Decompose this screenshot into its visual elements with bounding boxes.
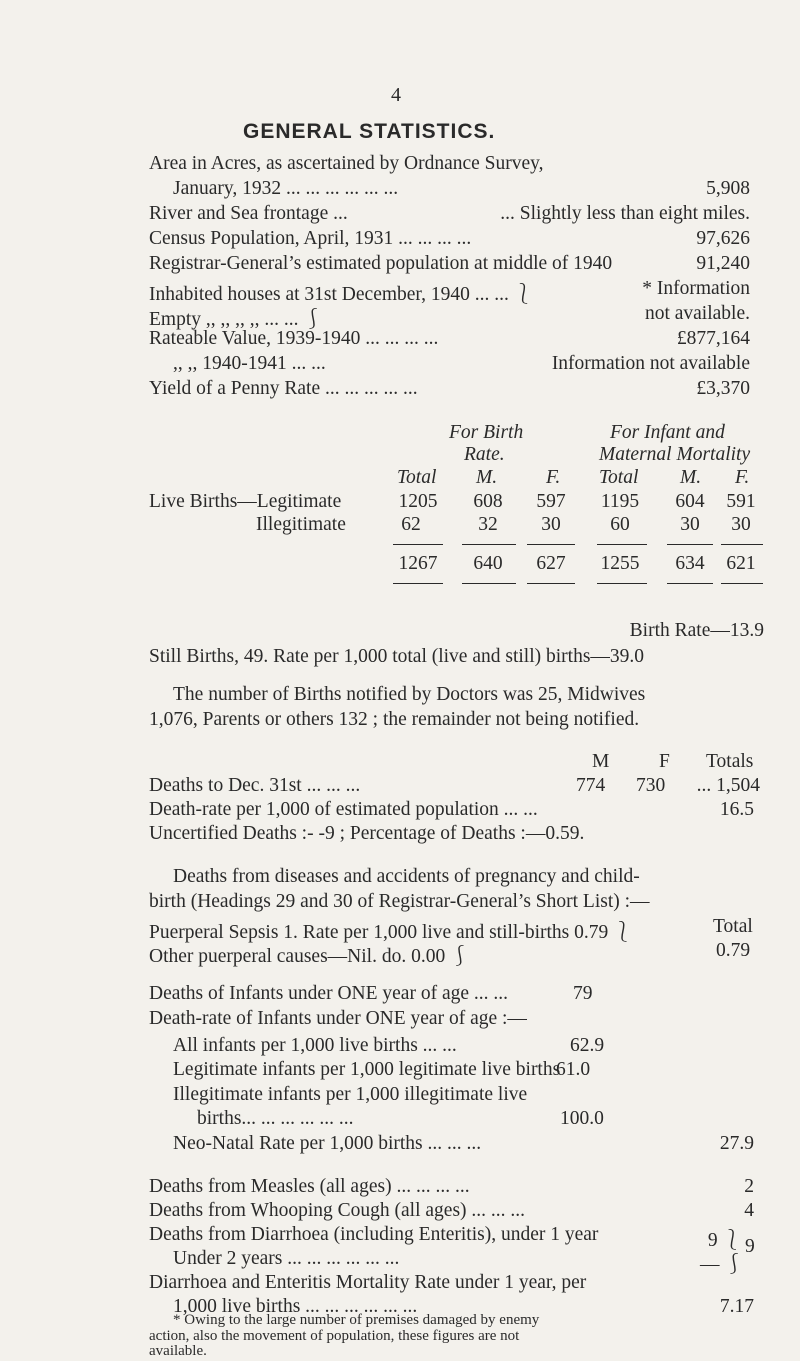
- mortality-value: 7.17: [719, 1296, 754, 1317]
- col-m: M.: [476, 467, 498, 488]
- census-label: Census Population, April, 1931 ... ... ... ...: [149, 228, 472, 249]
- diarrhoea-label: Deaths from Diarrhoea (including Enteritis), under 1 year: [149, 1224, 599, 1245]
- table-cell: 1195: [600, 491, 640, 512]
- deaths-dec-total: ... 1,504: [696, 775, 760, 796]
- area-value: 5,908: [706, 178, 750, 199]
- rule: [462, 544, 516, 545]
- rule: [667, 544, 713, 545]
- death-rate-value: 16.5: [719, 799, 754, 820]
- birth-rate-heading-1: For Birth: [449, 422, 524, 443]
- deaths-dec-f: 730: [636, 775, 666, 796]
- rateable2-value: Information not available: [551, 353, 750, 374]
- infant-deaths-value: 79: [573, 983, 593, 1004]
- death-rate-label: Death-rate per 1,000 of estimated population ... ...: [149, 799, 538, 820]
- illegitimate-infants-value: 100.0: [560, 1108, 604, 1129]
- footnote-line-3: available.: [149, 1343, 207, 1359]
- page-number: 4: [391, 84, 401, 106]
- rateable2-label: ,, ,, 1940-1941 ... ...: [173, 353, 326, 374]
- illegitimate-infants-label-2: births... ... ... ... ... ...: [197, 1108, 354, 1129]
- rule: [393, 544, 443, 545]
- col-f: F.: [546, 467, 561, 488]
- penny-value: £3,370: [696, 378, 750, 399]
- empty-label: Empty ,, ,, ,, ,, ... ... ⎰: [149, 309, 323, 330]
- registrar-label: Registrar-General’s estimated population at middle of 1940: [149, 253, 613, 274]
- table-cell: 30: [731, 514, 751, 535]
- uncertified-deaths: Uncertified Deaths :- -9 ; Percentage of Deaths :—0.59.: [149, 823, 585, 844]
- rule: [721, 544, 763, 545]
- rule: [462, 583, 516, 584]
- rateable-label: Rateable Value, 1939-1940 ... ... ... ...: [149, 328, 439, 349]
- table-cell: 62: [401, 514, 421, 535]
- deaths-head-m: M: [592, 751, 610, 772]
- rule: [393, 583, 443, 584]
- deaths-head-f: F: [659, 751, 670, 772]
- diarrhoea-value: 9 ⎱: [707, 1230, 742, 1251]
- footnote-line-2: action, also the movement of population, these figures are not: [149, 1328, 520, 1344]
- rule: [667, 583, 713, 584]
- table-row-label: Illegitimate: [256, 514, 346, 535]
- infant-deaths-label: Deaths of Infants under ONE year of age ... ...: [149, 983, 508, 1004]
- maternal-line-1: Deaths from diseases and accidents of pregnancy and child-: [173, 866, 640, 887]
- illegitimate-infants-label-1: Illegitimate infants per 1,000 illegitimate live: [173, 1084, 528, 1105]
- area-label-2: January, 1932 ... ... ... ... ... ...: [173, 178, 399, 199]
- deaths-head-totals: Totals: [706, 751, 754, 772]
- table-cell: 30: [541, 514, 561, 535]
- col-m-2: M.: [680, 467, 702, 488]
- still-births: Still Births, 49. Rate per 1,000 total (live and still) births—39.0: [149, 646, 645, 667]
- whooping-value: 4: [744, 1200, 754, 1221]
- table-row-label: Live Births—Legitimate: [149, 491, 342, 512]
- col-f-2: F.: [735, 467, 750, 488]
- under-2-value: — ⎰: [700, 1254, 744, 1275]
- table-cell: 604: [675, 491, 705, 512]
- rule: [527, 544, 575, 545]
- total-cell: 1255: [600, 553, 640, 574]
- rule: [721, 583, 763, 584]
- penny-label: Yield of a Penny Rate ... ... ... ... ...: [149, 378, 418, 399]
- census-value: 97,626: [696, 228, 750, 249]
- maternal-line-2: birth (Headings 29 and 30 of Registrar-General’s Short List) :—: [149, 891, 650, 912]
- puerperal-sepsis: Puerperal Sepsis 1. Rate per 1,000 live and still-births 0.79 ⎱: [149, 922, 633, 943]
- table-cell: 30: [680, 514, 700, 535]
- birth-rate-heading-2: Rate.: [464, 444, 505, 465]
- rule: [597, 583, 647, 584]
- neonatal-label: Neo-Natal Rate per 1,000 births ... ... ...: [173, 1133, 482, 1154]
- col-total: Total: [397, 467, 437, 488]
- total-cell: 621: [726, 553, 756, 574]
- notified-line-2: 1,076, Parents or others 132 ; the remainder not being notified.: [149, 709, 640, 730]
- inhabited-label: Inhabited houses at 31st December, 1940 ... ... ⎱: [149, 284, 534, 305]
- all-infants-value: 62.9: [570, 1035, 605, 1056]
- inhabited-note: * Information: [642, 278, 750, 299]
- page-title: GENERAL STATISTICS.: [243, 120, 496, 143]
- puerperal-total-label: Total: [713, 916, 753, 937]
- measles-label: Deaths from Measles (all ages) ... ... ... ...: [149, 1176, 470, 1197]
- all-infants-label: All infants per 1,000 live births ... ...: [173, 1035, 457, 1056]
- empty-note: not available.: [644, 303, 750, 324]
- birth-rate: Birth Rate—13.9: [629, 620, 764, 641]
- rule: [597, 544, 647, 545]
- deaths-dec-label: Deaths to Dec. 31st ... ... ...: [149, 775, 361, 796]
- river-value: ... Slightly less than eight miles.: [500, 203, 750, 224]
- rateable-value: £877,164: [676, 328, 750, 349]
- table-cell: 597: [536, 491, 566, 512]
- table-cell: 1205: [398, 491, 438, 512]
- notified-line-1: The number of Births notified by Doctors was 25, Midwives: [173, 684, 646, 705]
- total-cell: 1267: [398, 553, 438, 574]
- area-label-1: Area in Acres, as ascertained by Ordnance Survey,: [149, 153, 544, 174]
- table-cell: 60: [610, 514, 630, 535]
- footnote-line-1: * Owing to the large number of premises damaged by enemy: [173, 1312, 540, 1328]
- table-cell: 591: [726, 491, 756, 512]
- under-2-label: Under 2 years ... ... ... ... ... ...: [173, 1248, 400, 1269]
- river-label: River and Sea frontage ...: [149, 203, 348, 224]
- measles-value: 2: [744, 1176, 754, 1197]
- infant-heading-1: For Infant and: [610, 422, 725, 443]
- col-total-2: Total: [599, 467, 639, 488]
- total-cell: 640: [473, 553, 503, 574]
- legitimate-infants-label: Legitimate infants per 1,000 legitimate live births: [173, 1059, 561, 1080]
- deaths-dec-m: 774: [576, 775, 606, 796]
- infant-heading-2: Maternal Mortality: [599, 444, 751, 465]
- diarrhoea-sum: 9: [745, 1236, 755, 1257]
- rule: [527, 583, 575, 584]
- puerperal-total-value: 0.79: [716, 940, 751, 961]
- table-cell: 32: [478, 514, 498, 535]
- table-cell: 608: [473, 491, 503, 512]
- mortality-label-2: 1,000 live births ... ... ... ... ... ...: [173, 1296, 418, 1317]
- infant-rate-heading: Death-rate of Infants under ONE year of age :—: [149, 1008, 527, 1029]
- neonatal-value: 27.9: [719, 1133, 754, 1154]
- registrar-value: 91,240: [696, 253, 750, 274]
- mortality-label-1: Diarrhoea and Enteritis Mortality Rate under 1 year, per: [149, 1272, 587, 1293]
- total-cell: 627: [536, 553, 566, 574]
- other-puerperal: Other puerperal causes—Nil. do. 0.00 ⎰: [149, 946, 470, 967]
- whooping-label: Deaths from Whooping Cough (all ages) ... ... ...: [149, 1200, 526, 1221]
- legitimate-infants-value: 61.0: [556, 1059, 591, 1080]
- total-cell: 634: [675, 553, 705, 574]
